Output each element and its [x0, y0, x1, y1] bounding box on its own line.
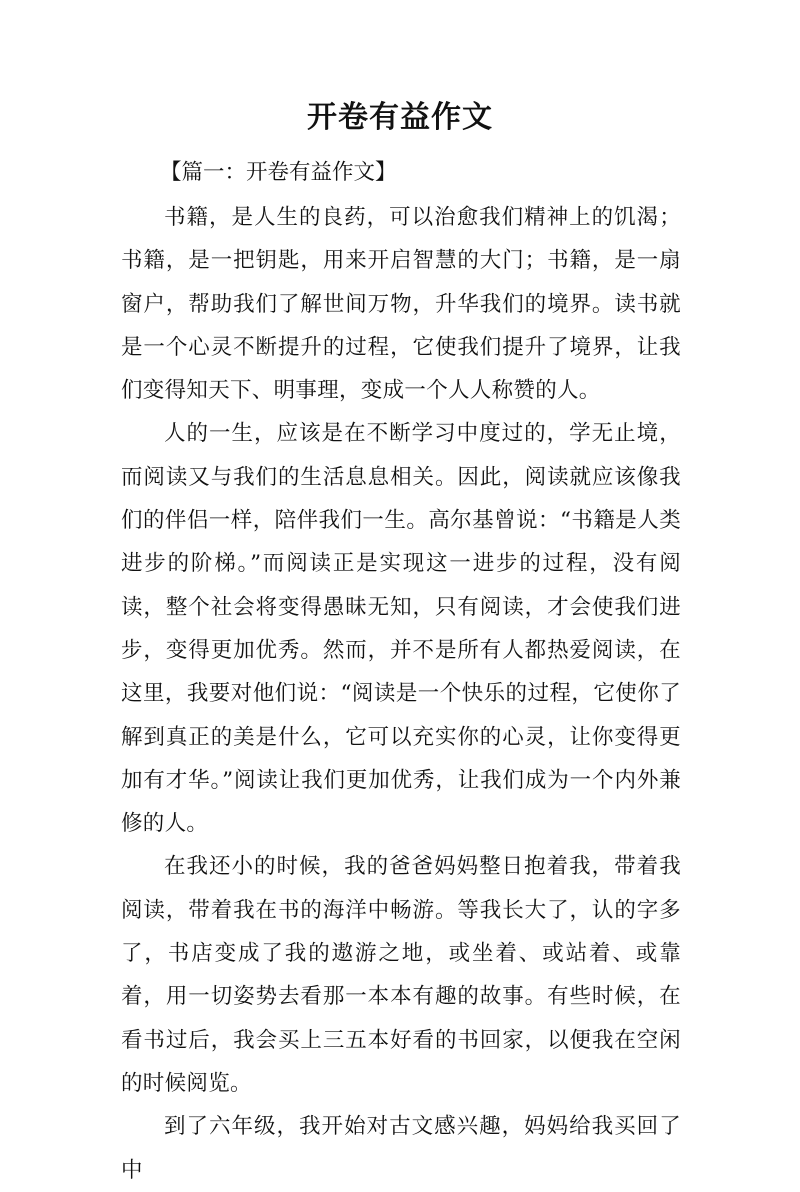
paragraph: 到了六年级，我开始对古文感兴趣，妈妈给我买回了中	[121, 1114, 681, 1183]
document-title: 开卷有益作文	[307, 100, 493, 135]
section-heading: 【篇一：开卷有益作文】	[160, 160, 397, 185]
paragraph: 在我还小的时候，我的爸爸妈妈整日抱着我，带着我阅读，带着我在书的海洋中畅游。等我长大了，认的字多了，书店变成了我的遨游之地，或坐着、或站着、或靠着，用一切姿势去看那一本本有趣的故事。有些时候，在看书过后，我会买上三五本好看的书回家，以便我在空闲的时候阅览。	[121, 854, 681, 1096]
paragraph: 人的一生，应该是在不断学习中度过的，学无止境，而阅读又与我们的生活息息相关。因此，阅读就应该像我们的伴侣一样，陪伴我们一生。高尔基曾说：“书籍是人类进步的阶梯。”而阅读正是实现这一进步的过程，没有阅读，整个社会将变得愚昧无知，只有阅读，才会使我们进步，变得更加优秀。然而，并不是所有人都热爱阅读，在这里，我要对他们说：“阅读是一个快乐的过程，它使你了解到真正的美是什么，它可以充实你的心灵，让你变得更加有才华。”阅读让我们更加优秀，让我们成为一个内外兼修的人。	[121, 421, 681, 837]
paragraph: 书籍，是人生的良药，可以治愈我们精神上的饥渴；书籍，是一把钥匙，用来开启智慧的大门；书籍，是一扇窗户，帮助我们了解世间万物，升华我们的境界。读书就是一个心灵不断提升的过程，它使我们提升了境界，让我们变得知天下、明事理，变成一个人人称赞的人。	[121, 205, 681, 404]
document-body	[121, 196, 681, 1192]
